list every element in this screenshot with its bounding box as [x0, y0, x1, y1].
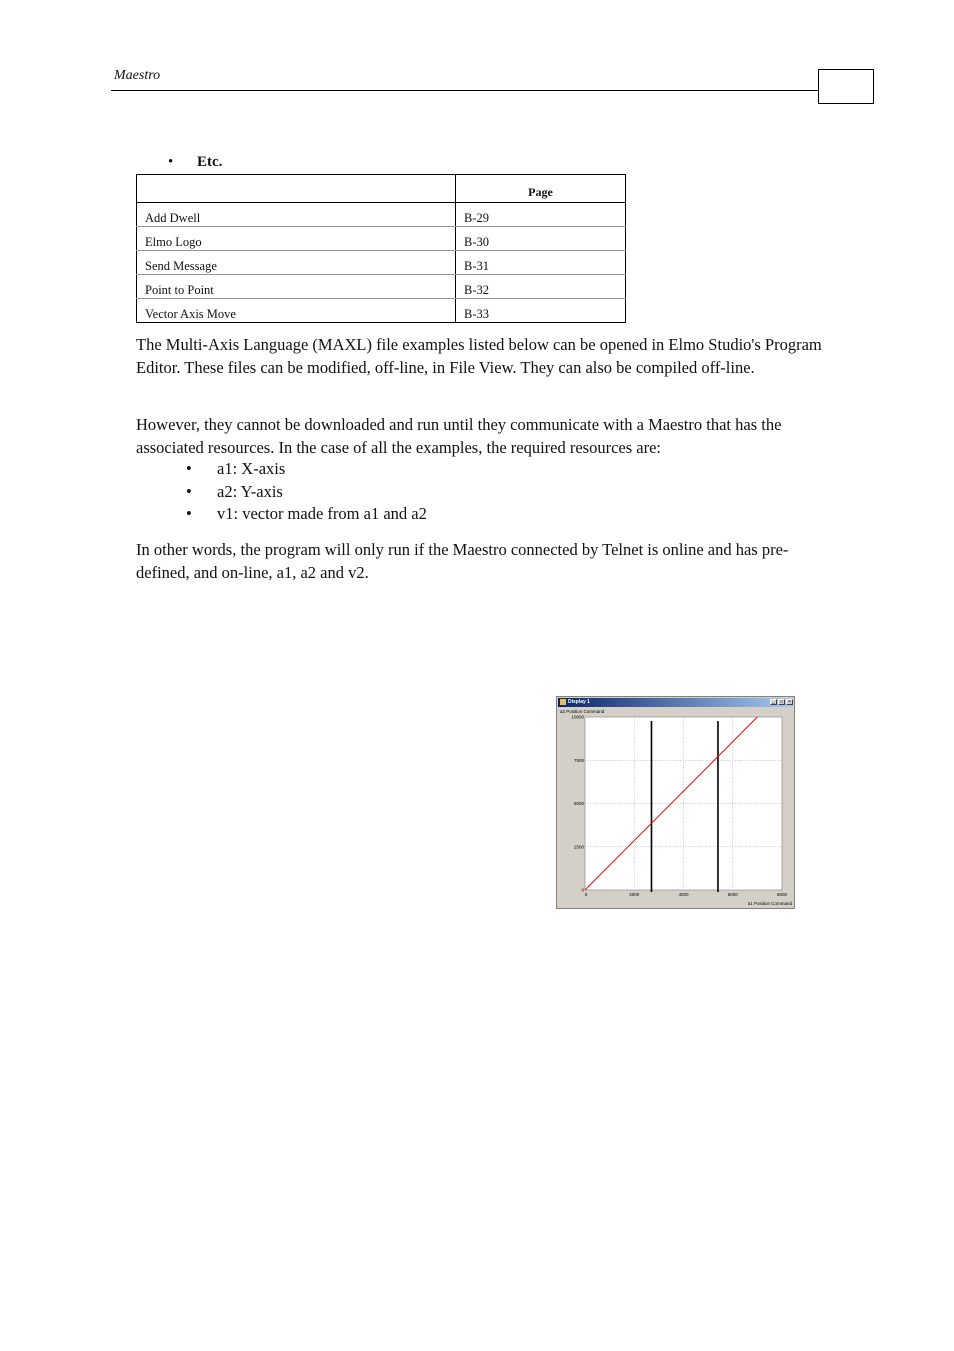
table-row — [137, 275, 626, 299]
list-item — [186, 458, 427, 481]
bullet-etc — [168, 154, 222, 171]
list-item-text: a1: X-axis — [217, 459, 286, 478]
table-row — [137, 251, 626, 275]
x-tick-label: 8000 — [776, 892, 788, 897]
y-tick-label: 10000 — [571, 714, 584, 720]
list-item — [186, 481, 427, 504]
minimize-icon[interactable]: _ — [770, 699, 777, 705]
table-header-row — [137, 175, 626, 203]
table-cell-page: B-31 — [456, 251, 626, 275]
table-row — [137, 299, 626, 323]
bullet-dot: • — [186, 459, 192, 478]
table-row — [137, 227, 626, 251]
maximize-icon[interactable]: □ — [779, 699, 784, 705]
x-axis-label: a1 Position Command — [747, 901, 792, 906]
list-item-text: a2: Y-axis — [217, 481, 283, 501]
bullet-dot: • — [186, 504, 192, 523]
position-chart — [557, 697, 796, 910]
bullet-etc-text: Etc. — [197, 154, 223, 170]
page-number-box — [818, 69, 874, 104]
table-cell-page: B-32 — [456, 275, 626, 299]
close-icon[interactable]: × — [786, 699, 793, 705]
chart-title: a2 Position Command — [560, 709, 605, 714]
table-cell-name: Send Message — [137, 251, 456, 275]
table-header-page: Page — [456, 175, 626, 203]
x-tick-label: 6000 — [727, 892, 738, 897]
table-row — [137, 203, 626, 227]
table-cell-name: Add Dwell — [137, 203, 456, 227]
header-title: Maestro — [114, 68, 161, 83]
list-item-text: v1: vector made from a1 and a2 — [217, 504, 427, 523]
y-tick-label: 5000 — [573, 801, 584, 806]
table-cell-page: B-33 — [456, 299, 626, 323]
y-tick-label: 7500 — [573, 757, 584, 763]
table-cell-page: B-30 — [456, 227, 626, 251]
table-cell-name: Point to Point — [137, 275, 456, 299]
resource-list — [186, 458, 427, 526]
bullet-dot: • — [168, 154, 174, 170]
x-tick-label: 0 — [584, 892, 588, 897]
paragraph-conclusion: In other words, the program will only run if the Maestro connected by Telnet is online and has pre-defined, and on-line, a1, a2 and v2. — [136, 540, 789, 582]
x-tick-label: 4000 — [678, 892, 689, 897]
y-tick-label: 2500 — [573, 844, 584, 850]
table-header-name — [137, 175, 456, 203]
y-tick-label: 0 — [581, 887, 584, 893]
table-cell-name: Elmo Logo — [137, 227, 456, 251]
bullet-dot: • — [186, 481, 192, 501]
examples-table — [136, 174, 626, 323]
display-window-screenshot — [556, 696, 795, 909]
table-cell-page: B-29 — [456, 203, 626, 227]
paragraph-intro: The Multi-Axis Language (MAXL) file examples listed below can be opened in Elmo Studio's Program Editor. These files can be modified, off-line, in File View. They can also be compiled off-line. — [136, 335, 822, 377]
header-rule — [111, 90, 819, 91]
window-title: Display 1 — [568, 699, 590, 705]
list-item — [186, 503, 427, 526]
table-cell-name: Vector Axis Move — [137, 299, 456, 323]
paragraph-resources: However, they cannot be downloaded and run until they communicate with a Maestro that has the associated resources. In the case of all the examples, the required resources are: — [136, 415, 782, 457]
x-tick-label: 2000 — [629, 892, 640, 897]
